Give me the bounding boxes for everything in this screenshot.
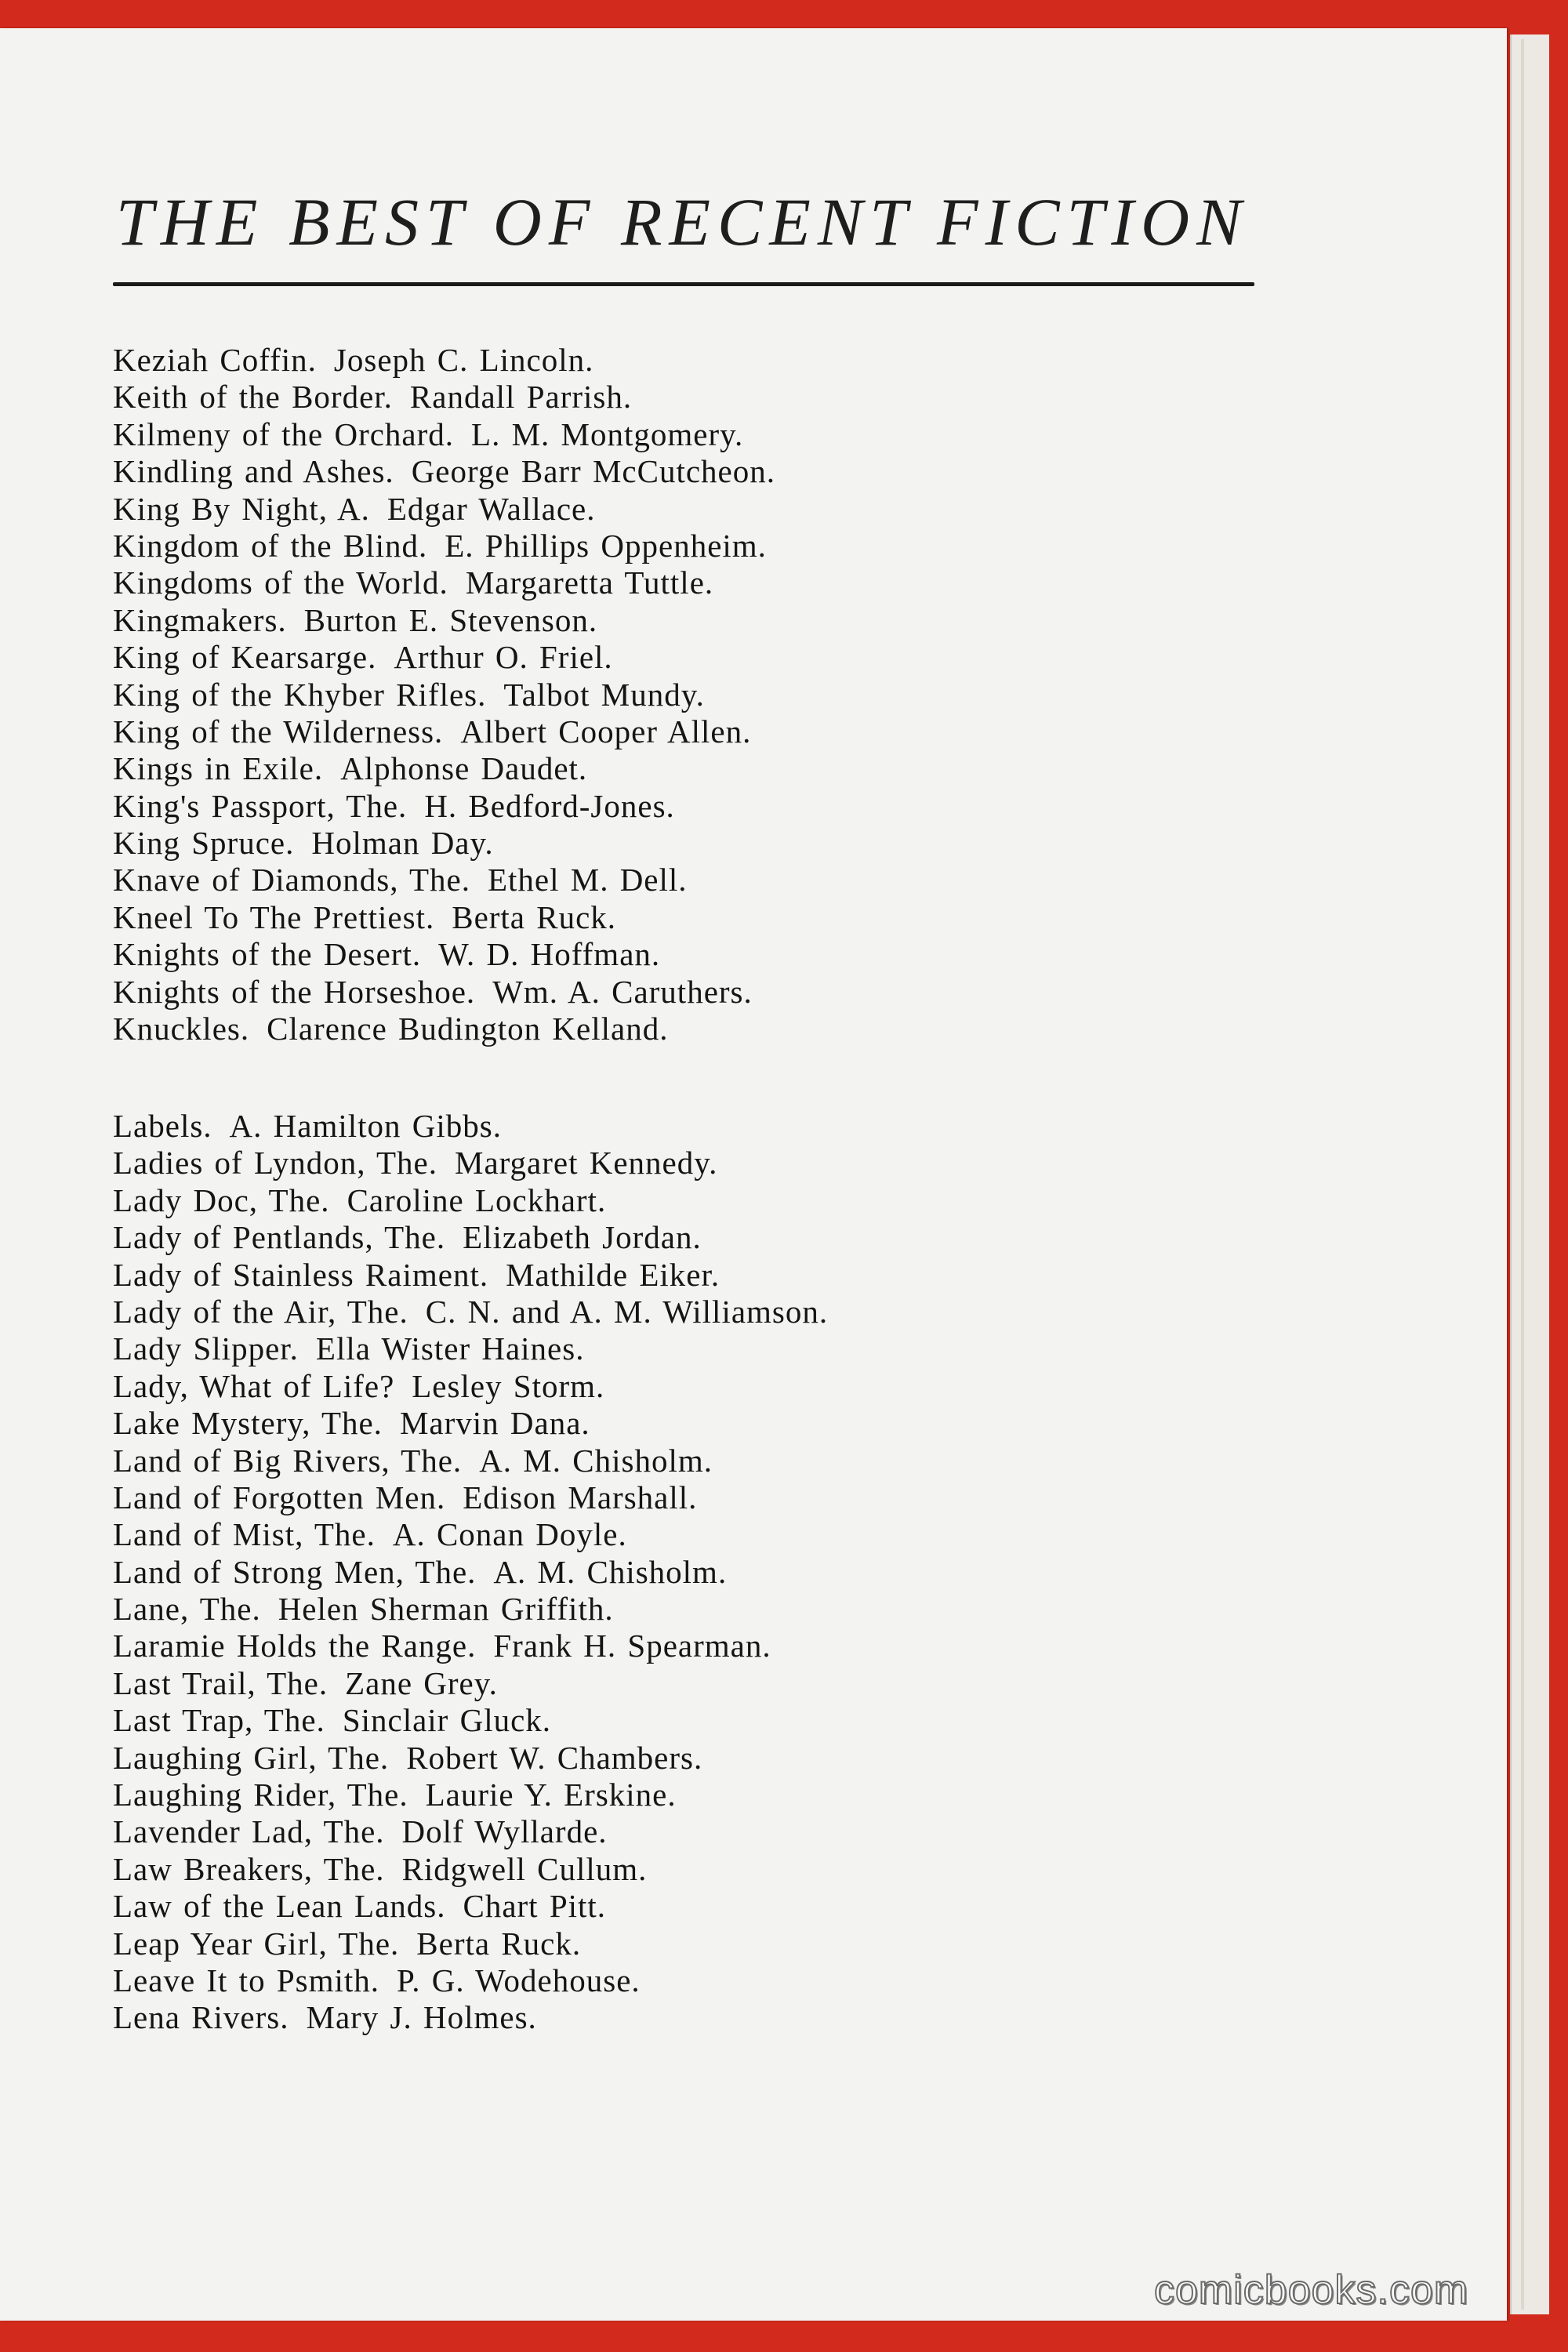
book-author: A. M. Chisholm. bbox=[493, 1553, 728, 1590]
book-title: Kingdom of the Blind. bbox=[113, 527, 428, 564]
list-item bbox=[113, 1219, 828, 1256]
list-item bbox=[113, 1702, 828, 1739]
book-title: Lavender Lad, The. bbox=[113, 1813, 385, 1850]
list-item bbox=[113, 1479, 828, 1516]
book-title: Law of the Lean Lands. bbox=[113, 1888, 446, 1925]
list-item bbox=[113, 788, 775, 825]
book-author: A. Hamilton Gibbs. bbox=[229, 1108, 502, 1144]
book-author: Caroline Lockhart. bbox=[347, 1181, 607, 1218]
list-item bbox=[113, 1813, 828, 1850]
book-title: Laughing Rider, The. bbox=[113, 1777, 408, 1813]
book-title: Lena Rivers. bbox=[113, 1999, 289, 2036]
list-item bbox=[113, 825, 775, 862]
book-title: King of Kearsarge. bbox=[113, 639, 377, 676]
book-author: E. Phillips Oppenheim. bbox=[445, 527, 767, 564]
book-title: Kingdoms of the World. bbox=[113, 564, 448, 601]
book-title: Laramie Holds the Range. bbox=[113, 1628, 477, 1664]
book-title: Kindling and Ashes. bbox=[113, 453, 394, 490]
book-title: Lady, What of Life? bbox=[113, 1367, 395, 1404]
list-item bbox=[113, 1405, 828, 1442]
book-title: Keziah Coffin. bbox=[113, 342, 317, 378]
page-edge bbox=[1510, 34, 1549, 2314]
book-author: Ella Wister Haines. bbox=[315, 1330, 585, 1367]
book-author: Randall Parrish. bbox=[409, 379, 633, 416]
book-title: Last Trap, The. bbox=[113, 1702, 325, 1739]
list-item bbox=[113, 1665, 828, 1702]
book-title: Lake Mystery, The. bbox=[113, 1405, 383, 1442]
book-author: A. Conan Doyle. bbox=[392, 1516, 627, 1553]
book-title: Keith of the Border. bbox=[113, 379, 393, 416]
book-title: Labels. bbox=[113, 1108, 212, 1144]
title-rule bbox=[113, 282, 1254, 286]
list-item bbox=[113, 1888, 828, 1925]
book-title: Lady of the Air, The. bbox=[113, 1293, 408, 1330]
book-author: Zane Grey. bbox=[345, 1664, 498, 1701]
book-title: King By Night, A. bbox=[113, 490, 370, 527]
book-title: Land of Mist, The. bbox=[113, 1516, 376, 1553]
list-item bbox=[113, 1777, 828, 1813]
book-title: Law Breakers, The. bbox=[113, 1850, 385, 1887]
list-item bbox=[113, 602, 775, 639]
book-author: Frank H. Spearman. bbox=[493, 1628, 771, 1664]
book-author: W. D. Hoffman. bbox=[438, 936, 661, 973]
book-author: Edison Marshall. bbox=[463, 1479, 698, 1515]
book-author: C. N. and A. M. Williamson. bbox=[425, 1293, 829, 1330]
list-item bbox=[113, 936, 775, 973]
book-author: Clarence Budington Kelland. bbox=[267, 1011, 669, 1047]
list-item bbox=[113, 1330, 828, 1367]
book-title: Kilmeny of the Orchard. bbox=[113, 416, 455, 452]
book-author: Joseph C. Lincoln. bbox=[333, 342, 594, 378]
book-title: Kneel To The Prettiest. bbox=[113, 898, 435, 935]
book-title: Knave of Diamonds, The. bbox=[113, 862, 470, 898]
list-item bbox=[113, 528, 775, 564]
book-author: L. M. Montgomery. bbox=[471, 416, 744, 452]
book-author: Robert W. Chambers. bbox=[406, 1739, 703, 1776]
book-author: Burton E. Stevenson. bbox=[303, 601, 598, 638]
book-author: Marvin Dana. bbox=[399, 1405, 590, 1442]
book-title: Leap Year Girl, The. bbox=[113, 1925, 400, 1962]
book-author: Dolf Wyllarde. bbox=[401, 1813, 608, 1850]
book-author: Albert Cooper Allen. bbox=[460, 713, 752, 750]
book-author: Talbot Mundy. bbox=[503, 676, 705, 713]
list-item bbox=[113, 1294, 828, 1330]
book-title: Lady of Stainless Raiment. bbox=[113, 1256, 489, 1293]
book-title: Ladies of Lyndon, The. bbox=[113, 1145, 437, 1181]
list-item bbox=[113, 1516, 828, 1553]
list-item bbox=[113, 1108, 828, 1145]
list-item bbox=[113, 416, 775, 453]
book-title: Land of Forgotten Men. bbox=[113, 1479, 446, 1515]
list-item bbox=[113, 639, 775, 676]
book-author: Chart Pitt. bbox=[463, 1888, 607, 1925]
k-titles-list bbox=[113, 342, 775, 1047]
book-title: Land of Strong Men, The. bbox=[113, 1553, 477, 1590]
list-item bbox=[113, 862, 775, 898]
book-title: Land of Big Rivers, The. bbox=[113, 1442, 463, 1479]
page-edge-line bbox=[1521, 39, 1524, 2310]
book-title: Kings in Exile. bbox=[113, 750, 324, 787]
book-author: Alphonse Daudet. bbox=[340, 750, 588, 787]
list-item bbox=[113, 1182, 828, 1219]
list-item bbox=[113, 564, 775, 601]
book-author: A. M. Chisholm. bbox=[479, 1442, 713, 1479]
list-item bbox=[113, 1145, 828, 1181]
list-item bbox=[113, 1257, 828, 1294]
list-item bbox=[113, 1443, 828, 1479]
book-author: Laurie Y. Erskine. bbox=[425, 1777, 677, 1813]
book-author: Mary J. Holmes. bbox=[306, 1999, 537, 2036]
page-title: THE BEST OF RECENT FICTION bbox=[116, 184, 1249, 260]
book-title: Lady Slipper. bbox=[113, 1330, 299, 1367]
list-item bbox=[113, 1554, 828, 1591]
list-item bbox=[113, 491, 775, 528]
book-author: Margaretta Tuttle. bbox=[465, 564, 714, 601]
book-author: Helen Sherman Griffith. bbox=[278, 1591, 614, 1628]
watermark-logo: comicbooks.com bbox=[1154, 2267, 1469, 2313]
book-title: Leave It to Psmith. bbox=[113, 1962, 380, 1998]
book-author: Sinclair Gluck. bbox=[342, 1702, 552, 1739]
book-title: King's Passport, The. bbox=[113, 787, 408, 824]
list-item bbox=[113, 1962, 828, 1999]
book-title: King Spruce. bbox=[113, 825, 295, 862]
list-item bbox=[113, 379, 775, 416]
book-author: Arthur O. Friel. bbox=[394, 639, 613, 676]
book-title: Knights of the Horseshoe. bbox=[113, 973, 476, 1010]
list-item bbox=[113, 1740, 828, 1777]
list-item bbox=[113, 453, 775, 490]
list-item bbox=[113, 974, 775, 1011]
book-author: Berta Ruck. bbox=[416, 1925, 582, 1962]
book-author: Mathilde Eiker. bbox=[506, 1256, 720, 1293]
book-author: Margaret Kennedy. bbox=[454, 1145, 718, 1181]
book-title: Last Trail, The. bbox=[113, 1664, 328, 1701]
book-title: King of the Khyber Rifles. bbox=[113, 676, 487, 713]
list-item bbox=[113, 1851, 828, 1888]
list-item bbox=[113, 1368, 828, 1405]
list-item bbox=[113, 1011, 775, 1047]
book-title: Lady Doc, The. bbox=[113, 1181, 330, 1218]
list-item bbox=[113, 1926, 828, 1962]
book-title: Lady of Pentlands, The. bbox=[113, 1219, 446, 1256]
book-author: Edgar Wallace. bbox=[387, 490, 596, 527]
book-author: Ridgwell Cullum. bbox=[401, 1850, 648, 1887]
book-author: Lesley Storm. bbox=[412, 1367, 605, 1404]
list-item bbox=[113, 1999, 828, 2036]
book-author: H. Bedford-Jones. bbox=[424, 787, 675, 824]
list-item bbox=[113, 899, 775, 936]
book-author: Holman Day. bbox=[311, 825, 494, 862]
book-title: King of the Wilderness. bbox=[113, 713, 444, 750]
list-item bbox=[113, 750, 775, 787]
book-author: George Barr McCutcheon. bbox=[411, 453, 775, 490]
book-author: Wm. A. Caruthers. bbox=[492, 973, 753, 1010]
list-item bbox=[113, 342, 775, 379]
list-item bbox=[113, 1591, 828, 1628]
book-author: Berta Ruck. bbox=[452, 898, 617, 935]
book-title: Knights of the Desert. bbox=[113, 936, 422, 973]
book-title: Lane, The. bbox=[113, 1591, 261, 1628]
book-title: Kingmakers. bbox=[113, 601, 287, 638]
book-author: Ethel M. Dell. bbox=[487, 862, 688, 898]
book-title: Knuckles. bbox=[113, 1011, 250, 1047]
book-author: Elizabeth Jordan. bbox=[463, 1219, 702, 1256]
list-item bbox=[113, 1628, 828, 1664]
book-author: P. G. Wodehouse. bbox=[397, 1962, 641, 1998]
l-titles-list bbox=[113, 1108, 828, 2037]
list-item bbox=[113, 713, 775, 750]
list-item bbox=[113, 677, 775, 713]
book-title: Laughing Girl, The. bbox=[113, 1739, 390, 1776]
